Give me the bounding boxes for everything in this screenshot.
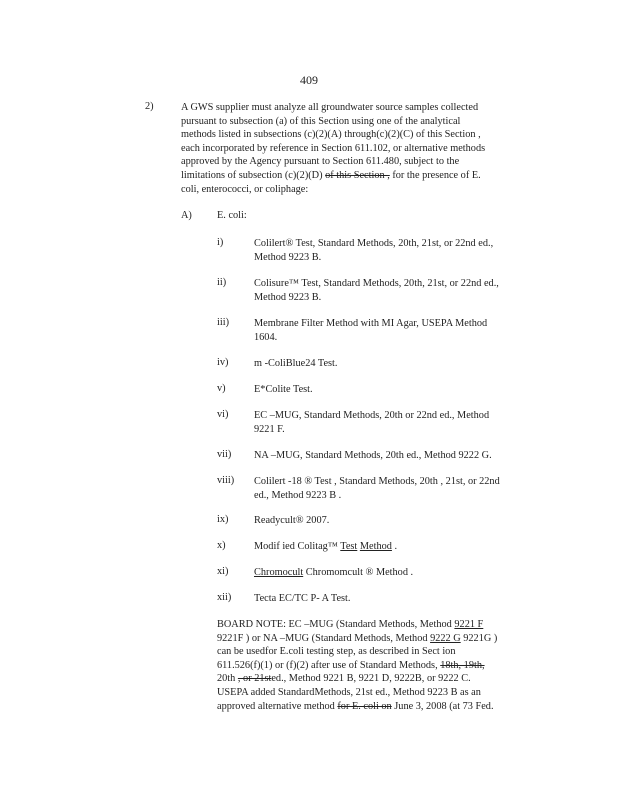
method-number: vii) (217, 449, 232, 460)
item-a-heading: E. coli: (217, 210, 247, 221)
note-text: approved alternative method (217, 700, 338, 712)
method-line: NA –MUG, Standard Methods, 20th ed., Method 9222 G. (254, 450, 492, 461)
note-text: BOARD NOTE: EC –MUG (Standard Methods, Method (217, 619, 455, 630)
item-2-line (181, 169, 485, 183)
method-number: ix) (217, 514, 229, 525)
method-text (254, 592, 350, 606)
method-number: viii) (217, 475, 235, 486)
method-line: m -ColiBlue24 Test. (254, 358, 338, 369)
method-text (254, 566, 413, 580)
inserted-text: 9221 F (454, 619, 484, 630)
method-number: ii) (217, 277, 227, 288)
method-number: v) (217, 383, 226, 394)
method-number: iv) (217, 357, 229, 368)
method-text (254, 449, 492, 463)
note-text: 9221G ) (460, 632, 498, 644)
method-line: Tecta EC/TC P- A Test. (254, 593, 351, 604)
method-line-end: Chromomcult ® Method . (303, 567, 414, 578)
deleted-text: for E. coli on (337, 700, 392, 712)
method-line: ed., Method 9223 B . (254, 489, 342, 501)
item-2-line-tail: for the presence of E. (389, 169, 481, 181)
method-number: vi) (217, 409, 229, 420)
inserted-text: Chromocult (254, 567, 304, 578)
method-text (254, 383, 313, 397)
note-text: 20th (217, 673, 238, 685)
note-line (217, 632, 497, 646)
method-text (254, 409, 489, 436)
deleted-text: of this Section , (325, 169, 390, 181)
item-2-paragraph (181, 101, 485, 196)
method-line: 1604. (254, 331, 278, 343)
note-line (217, 659, 497, 673)
item-2-line: each incorporated by reference in Section 611.102, or alternative methods (181, 142, 486, 154)
method-text (254, 475, 500, 502)
method-line: EC –MUG, Standard Methods, 20th or 22nd ed., Method (254, 410, 490, 421)
note-text: June 3, 2008 (at 73 Fed. (391, 700, 494, 712)
item-2-line: approved by the Agency pursuant to Section 611.480, subject to the (181, 156, 460, 168)
inserted-text: Method (359, 541, 392, 552)
method-line: Readycult® 2007. (254, 515, 330, 526)
method-line: Membrane Filter Method with MI Agar, USEPA Method (254, 318, 488, 329)
method-number: xi) (217, 566, 229, 577)
method-line (254, 540, 397, 554)
method-text (254, 357, 337, 371)
method-line: Colisure™ Test, Standard Methods, 20th, 21st, or 22nd ed., (254, 278, 499, 289)
method-line-end: . (391, 541, 398, 552)
method-line: 9221 F. (254, 423, 285, 435)
method-number: x) (217, 540, 226, 551)
item-2-line: limitations of subsection (c)(2)(D) (181, 169, 323, 181)
method-number: xii) (217, 592, 232, 603)
method-text (254, 514, 329, 528)
note-line (217, 618, 497, 632)
item-a-label: A) (181, 210, 192, 221)
inserted-text: 9222 G (430, 632, 461, 644)
item-2-line: methods listed in subsections (c)(2)(A) through(c)(2)(C) of this Section , (181, 129, 481, 141)
item-2-label: 2) (145, 101, 154, 112)
note-line (217, 672, 497, 686)
method-number: i) (217, 237, 224, 248)
method-line: Method 9223 B. (254, 291, 322, 303)
method-line: Colilert® Test, Standard Methods, 20th, 21st, or 22nd ed., (254, 238, 494, 249)
deleted-text: , or 21st (237, 673, 272, 685)
method-line-start: Modif ied Colitag™ (254, 541, 341, 552)
note-text: 9221F ) or NA –MUG (Standard Methods, Method (217, 632, 431, 644)
method-number: iii) (217, 317, 230, 328)
note-line: USEPA added StandardMethods, 21st ed., Method 9223 B as an (217, 686, 481, 698)
note-line: can be usedfor E.coli testing step, as described in Sect ion (217, 646, 456, 658)
item-2-line: coli, enterococci, or coliphage: (181, 183, 309, 195)
note-text: ed., Method 9221 B, 9221 D, 9222B, or 9222 C. (271, 673, 471, 685)
method-line: Colilert -18 ® Test , Standard Methods, 20th , 21st, or 22nd (254, 476, 500, 487)
board-note (217, 618, 497, 713)
note-text: 611.526(f)(1) or (f)(2) after use of Standard Methods, (217, 659, 441, 671)
method-text (254, 237, 493, 264)
method-line (254, 566, 413, 580)
item-2-line: pursuant to subsection (a) of this Section using one of the analytical (181, 115, 461, 127)
note-line (217, 700, 497, 714)
inserted-text: Test (340, 541, 358, 552)
method-line: E*Colite Test. (254, 384, 313, 395)
method-text (254, 540, 397, 554)
method-text (254, 317, 487, 344)
method-text (254, 277, 499, 304)
page-number: 409 (300, 73, 318, 87)
deleted-text: 18th, 19th, (440, 659, 485, 671)
method-line: Method 9223 B. (254, 251, 322, 263)
item-2-line: A GWS supplier must analyze all groundwater source samples collected (181, 102, 479, 113)
